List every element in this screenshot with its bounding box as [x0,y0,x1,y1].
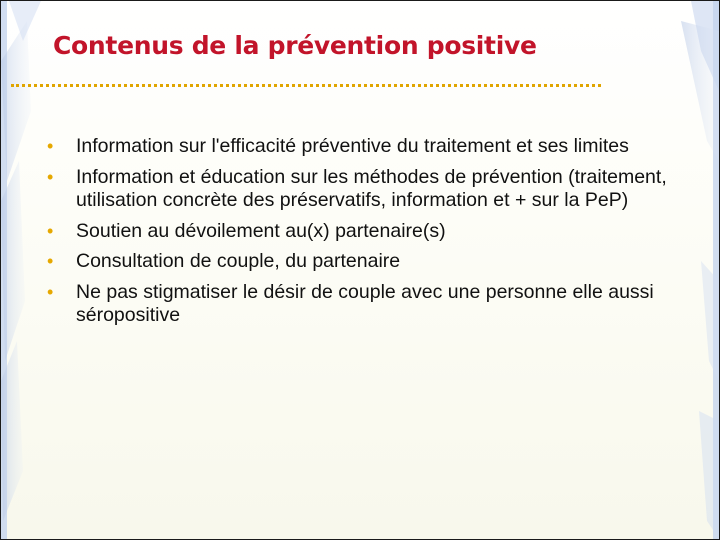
slide-title: Contenus de la prévention positive [53,31,537,60]
bullet-list [43,135,673,335]
bullet-text: Consultation de couple, du partenaire [76,250,401,272]
bullet-text: Soutien au dévoilement au(x) partenaire(s) [76,219,446,242]
bullet-icon: • [47,220,54,241]
bullet-icon: • [47,166,54,187]
bullet-text: Ne pas stigmatiser le désir de couple avec une personne elle aussi séropositive [76,280,654,326]
bullet-text: Information sur l'efficacité préventive du traitement et ses limites [76,135,629,157]
bullet-item [43,250,673,274]
bullet-item [43,220,673,244]
bullet-item [43,281,673,328]
dotted-divider [11,84,601,87]
bullet-icon: • [47,281,54,302]
bullet-text: Information et éducation sur les méthodes de prévention (traitement, utilisation concrète des préservatifs, information et + sur la PeP) [76,165,667,211]
bullet-item [43,135,673,159]
bullet-icon: • [47,251,54,271]
bullet-item [43,166,673,213]
bullet-icon: • [47,136,54,156]
